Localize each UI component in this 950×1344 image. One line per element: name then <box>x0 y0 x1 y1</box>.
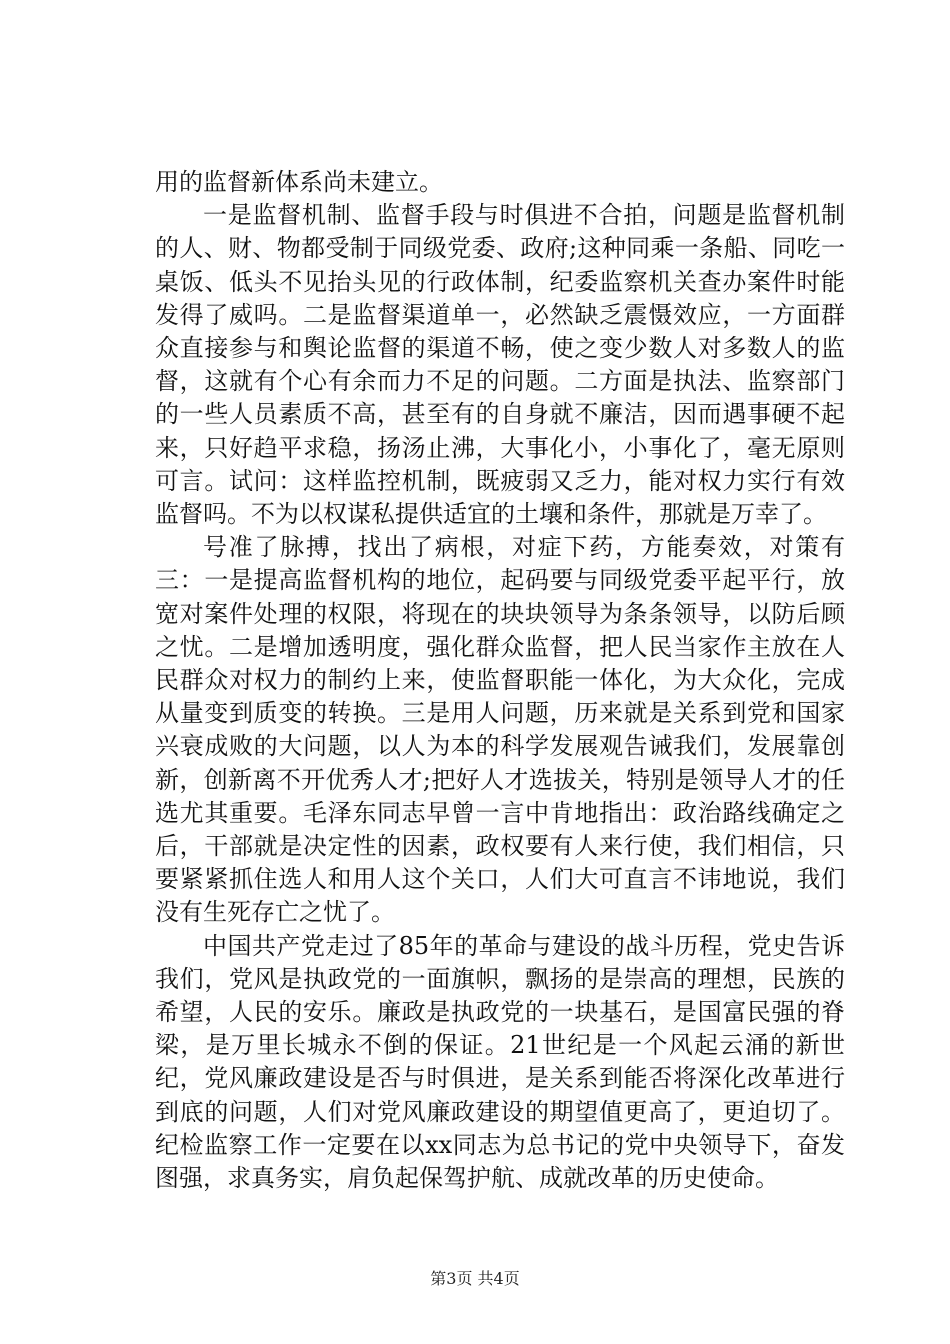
page-number-footer: 第3页 共4页 <box>430 1269 520 1288</box>
paragraph-countermeasures: 号准了脉搏，找出了病根，对症下药，方能奏效，对策有三：一是提高监督机构的地位，起码要与同级党委平起平行，放宽对案件处理的权限，将现在的块块领导为条条领导，以防后顾之忧。二是增加透明度，强化群众监督，把人民当家作主放在人民群众对权力的制约上来，使监督职能一体化，为大众化，完成从量变到质变的转换。三是用人问题，历来就是关系到党和国家兴衰成败的大问题，以人为本的科学发展观告诫我们，发展靠创新，创新离不开优秀人才;把好人才选拔关，特别是领导人才的任选尤其重要。毛泽东同志早曾一言中肯地指出：政治路线确定之后，干部就是决定性的因素，政权要有人来行使，我们相信，只要紧紧抓住选人和用人这个关口，人们大可直言不讳地说，我们没有生死存亡之忧了。 <box>155 533 845 927</box>
paragraph-party-history: 中国共产党走过了85年的革命与建设的战斗历程，党史告诉我们，党风是执政党的一面旗帜，飘扬的是崇高的理想，民族的希望，人民的安乐。廉政是执政党的一块基石，是国富民强的脊梁，是万里长城永不倒的保证。21世纪是一个风起云涌的新世纪，党风廉政建设是否与时俱进，是关系到能否将深化改革进行到底的问题，人们对党风廉政建设的期望值更高了，更迫切了。纪检监察工作一定要在以xx同志为总书记的党中央领导下，奋发图强，求真务实，肩负起保驾护航、成就改革的历史使命。 <box>155 931 845 1193</box>
document-body <box>155 166 845 1195</box>
paragraph-continuation: 用的监督新体系尚未建立。 <box>155 168 443 196</box>
paragraph-supervision-problems: 一是监督机制、监督手段与时俱进不合拍，问题是监督机制的人、财、物都受制于同级党委、政府;这种同乘一条船、同吃一桌饭、低头不见抬头见的行政体制，纪委监察机关查办案件时能发得了威吗。二是监督渠道单一，必然缺乏震慑效应，一方面群众直接参与和舆论监督的渠道不畅，使之变少数人对多数人的监督，这就有个心有余而力不足的问题。二方面是执法、监察部门的一些人员素质不高，甚至有的自身就不廉洁，因而遇事硬不起来，只好趋平求稳，扬汤止沸，大事化小，小事化了，毫无原则可言。试问：这样监控机制，既疲弱又乏力，能对权力实行有效监督吗。不为以权谋私提供适宜的土壤和条件，那就是万幸了。 <box>155 201 845 529</box>
